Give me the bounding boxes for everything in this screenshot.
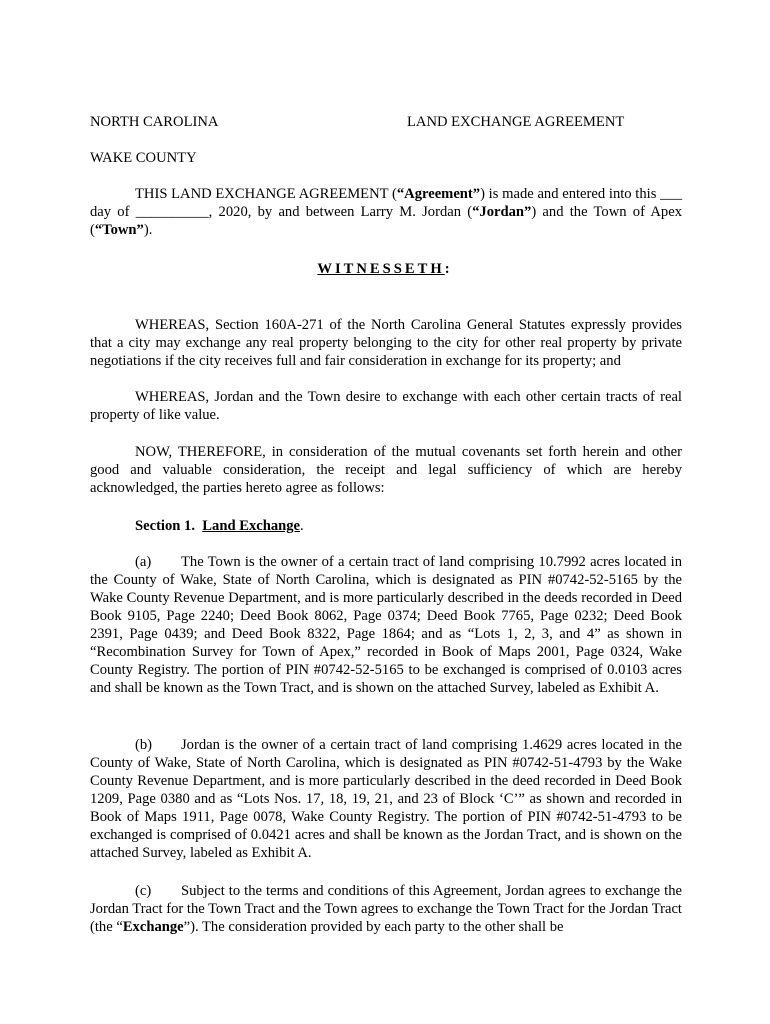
paragraph-c-text-1: Subject to the terms and conditions of this Agreement, Jordan agrees to exchange the Jordan Tract for the Town Tract and the Town agrees to exchange the Town Tract for the Jordan Tract (the “: [90, 883, 682, 935]
paragraph-c-text-2: ”). The consideration provided by each party to the other shall be: [183, 919, 564, 935]
header-state: NORTH CAROLINA: [90, 114, 219, 130]
header-county: WAKE COUNTY: [90, 150, 197, 166]
intro-text-1: THIS LAND EXCHANGE AGREEMENT (: [135, 186, 397, 202]
intro-text-2: ) is made and entered into this ___ day of __________, 2020, by and between Larry M. Jordan (: [90, 186, 682, 220]
section-1-heading: [90, 517, 682, 535]
intro-bold-town: “Town”: [94, 222, 144, 238]
now-therefore-paragraph: [90, 443, 682, 497]
witnesseth-colon: :: [444, 261, 453, 277]
paragraph-c-marker: (c): [135, 883, 152, 899]
section-1-label: Section 1.: [135, 518, 195, 534]
paragraph-a: [90, 553, 682, 697]
intro-text-4: ).: [143, 222, 153, 238]
document-title: LAND EXCHANGE AGREEMENT: [407, 114, 625, 130]
intro-paragraph: [90, 185, 682, 239]
paragraph-c-bold-exchange: Exchange: [122, 919, 184, 935]
paragraph-b-text: Jordan is the owner of a certain tract of land comprising 1.4629 acres located in the County of Wake, State of North Carolina, which is designated as PIN #0742-51-4793 by the Wake County Revenue Department, and is more particularly described in the deed recorded in Deed Book 1209, Page 0380 and as “Lots Nos. 17, 18, 19, 21, and 23 of Block ‘C’” as shown and recorded in Book of Maps 1911, Page 0078, Wake County Registry. The portion of PIN #0742-51-4793 to be exchanged is comprised of 0.0421 acres and shall be known as the Jordan Tract, and is shown on the attached Survey, labeled as Exhibit A.: [90, 737, 682, 861]
now-therefore-text: NOW, THEREFORE, in consideration of the mutual covenants set forth herein and other good and valuable consideration, the receipt and legal sufficiency of which are hereby acknowledged, the parties hereto agree as follows:: [90, 444, 682, 496]
whereas-paragraph-1: [90, 316, 682, 370]
paragraph-a-text: The Town is the owner of a certain tract of land comprising 10.7992 acres located in the County of Wake, State of North Carolina, which is designated as PIN #0742-52-5165 by the Wake County Revenue Department, and is more particularly described in the deeds recorded in Deed Book 9105, Page 2240; Deed Book 8062, Page 0374; Deed Book 7765, Page 0232; Deed Book 2391, Page 0439; and Deed Book 8322, Page 1864; and as “Lots 1, 2, 3, and 4” as shown in “Recombination Survey for Town of Apex,” recorded in Book of Maps 2001, Page 0324, Wake County Registry. The portion of PIN #0742-52-5165 to be exchanged is comprised of 0.0103 acres and shall be known as the Town Tract, and is shown on the attached Survey, labeled as Exhibit A.: [90, 554, 682, 696]
paragraph-c: [90, 882, 682, 936]
whereas-1-text: WHEREAS, Section 160A-271 of the North Carolina General Statutes expressly provides that a city may exchange any real property belonging to the city for other real property by private negotiations if the city receives full and fair consideration in exchange for its property; and: [90, 317, 682, 369]
witnesseth-text: WITNESSETH: [317, 261, 445, 277]
section-1-period: .: [300, 518, 304, 534]
witnesseth-heading: [0, 260, 770, 278]
intro-bold-agreement: “Agreement”: [396, 186, 481, 202]
intro-bold-jordan: “Jordan”: [472, 204, 532, 220]
whereas-2-text: WHEREAS, Jordan and the Town desire to exchange with each other certain tracts of real property of like value.: [90, 389, 682, 423]
paragraph-a-marker: (a): [135, 554, 152, 570]
whereas-paragraph-2: [90, 388, 682, 424]
paragraph-b-marker: (b): [135, 737, 153, 753]
intro-text-3: ) and the Town of Apex (: [90, 204, 682, 238]
section-1-title: Land Exchange: [202, 518, 301, 534]
paragraph-b: [90, 736, 682, 862]
